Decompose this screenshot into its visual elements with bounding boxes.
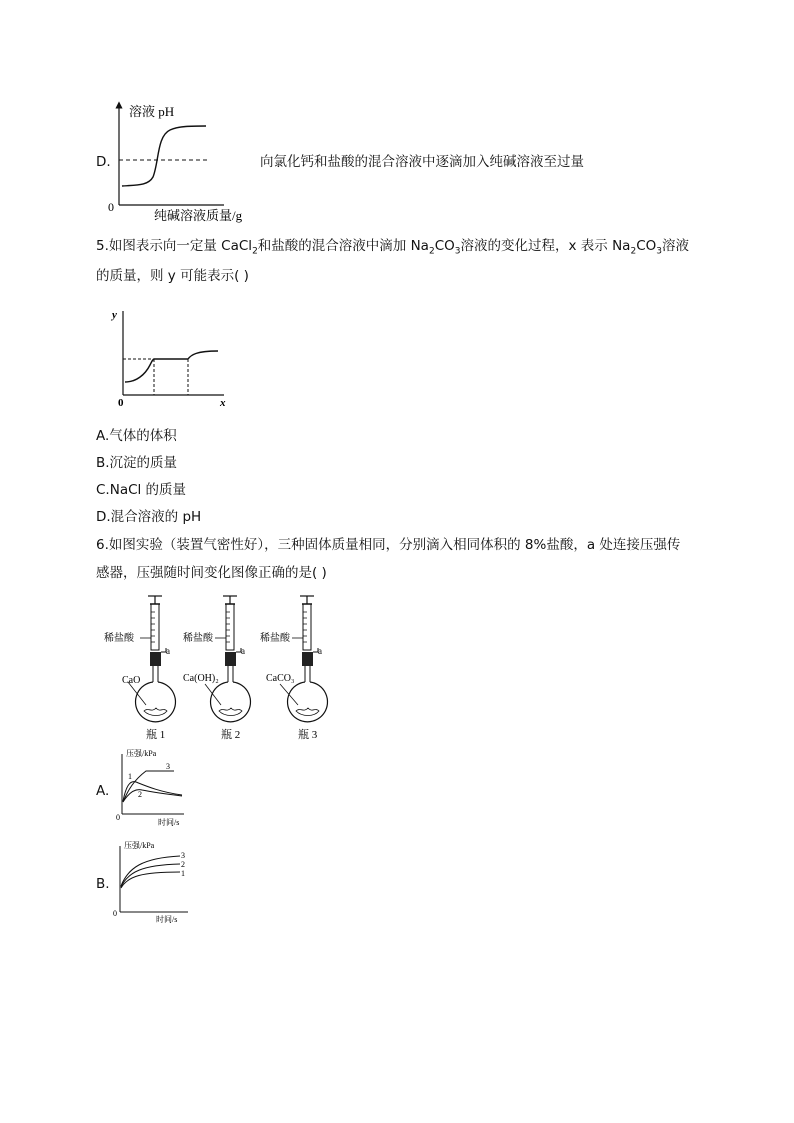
q5-option-d: D.混合溶液的 pH bbox=[96, 509, 202, 525]
q5-option-c: C.NaCl 的质量 bbox=[96, 482, 187, 498]
curve-label-1: 1 bbox=[181, 869, 185, 878]
curve-1 bbox=[121, 872, 180, 888]
x-label: 时间/s bbox=[156, 915, 178, 924]
port-label-3: a bbox=[318, 646, 322, 656]
apparatus-3 bbox=[260, 596, 328, 740]
bottle-label-2: 瓶 2 bbox=[221, 729, 241, 740]
ph-curve bbox=[122, 126, 206, 186]
origin-label: 0 bbox=[116, 813, 120, 822]
y-label: 溶液 pH bbox=[129, 104, 175, 119]
q5-option-b: B.沉淀的质量 bbox=[96, 455, 178, 471]
curve-label-2: 2 bbox=[138, 790, 142, 799]
q6-option-b-graph bbox=[110, 838, 194, 924]
option-d-description: 向氯化钙和盐酸的混合溶液中逐滴加入纯碱溶液至过量 bbox=[260, 154, 584, 170]
q5-stem-line2: 的质量，则 y 可能表示( ) bbox=[96, 268, 249, 284]
y-label: y bbox=[112, 309, 117, 321]
curve-2 bbox=[121, 864, 180, 887]
q6-option-b-letter: B. bbox=[96, 876, 110, 892]
solid-label-2: Ca(OH)₂ bbox=[183, 673, 219, 684]
q6-stem-line2: 感器，压强随时间变化图像正确的是( ) bbox=[96, 565, 327, 581]
acid-label-2: 稀盐酸 bbox=[183, 633, 213, 644]
apparatus-1 bbox=[104, 596, 176, 740]
x-label: x bbox=[220, 397, 226, 409]
origin-label: 0 bbox=[118, 397, 124, 409]
origin-label: 0 bbox=[108, 200, 114, 214]
solid-label-1: CaO bbox=[122, 675, 141, 686]
q5-curve bbox=[125, 351, 218, 382]
q5-option-a: A.气体的体积 bbox=[96, 428, 177, 444]
x-label: 时间/s bbox=[158, 818, 180, 827]
curve-2 bbox=[123, 790, 182, 802]
curve-3 bbox=[121, 856, 180, 886]
bottle-label-1: 瓶 1 bbox=[146, 729, 166, 740]
acid-label-1: 稀盐酸 bbox=[104, 633, 134, 644]
port-label-1: a bbox=[166, 646, 170, 656]
solid-label-3: CaCO₃ bbox=[266, 673, 295, 684]
curve-1 bbox=[123, 782, 182, 801]
curve-label-3: 3 bbox=[166, 762, 170, 771]
q5-stem-line1: 5.如图表示向一定量 CaCl$_2$和盐酸的混合溶液中滴加 $Na_2CO_3$溶液的变化过程，x 表示 $Na_2CO_3$溶液 bbox=[96, 238, 689, 257]
apparatus-2 bbox=[183, 596, 251, 740]
option-d-letter: D. bbox=[96, 154, 111, 170]
q6-stem-line1: 6.如图实验（装置气密性好），三种固体质量相同，分别滴入相同体积的 8%盐酸，a 处连接压强传 bbox=[96, 537, 681, 553]
y-label: 压强/kPa bbox=[126, 749, 157, 758]
q6-option-a-graph bbox=[112, 746, 192, 828]
ph-graph-d bbox=[106, 100, 266, 225]
port-label-2: a bbox=[241, 646, 245, 656]
curve-label-2: 2 bbox=[181, 860, 185, 869]
q5-graph bbox=[106, 305, 241, 410]
apparatus-figure bbox=[100, 590, 350, 740]
origin-label: 0 bbox=[113, 909, 117, 918]
acid-label-3: 稀盐酸 bbox=[260, 633, 290, 644]
bottle-label-3: 瓶 3 bbox=[298, 729, 318, 740]
curve-label-1: 1 bbox=[128, 772, 132, 781]
y-label: 压强/kPa bbox=[124, 841, 155, 850]
q6-option-a-letter: A. bbox=[96, 783, 110, 799]
x-label: 纯碱溶液质量/g bbox=[154, 208, 243, 223]
curve-label-3: 3 bbox=[181, 851, 185, 860]
